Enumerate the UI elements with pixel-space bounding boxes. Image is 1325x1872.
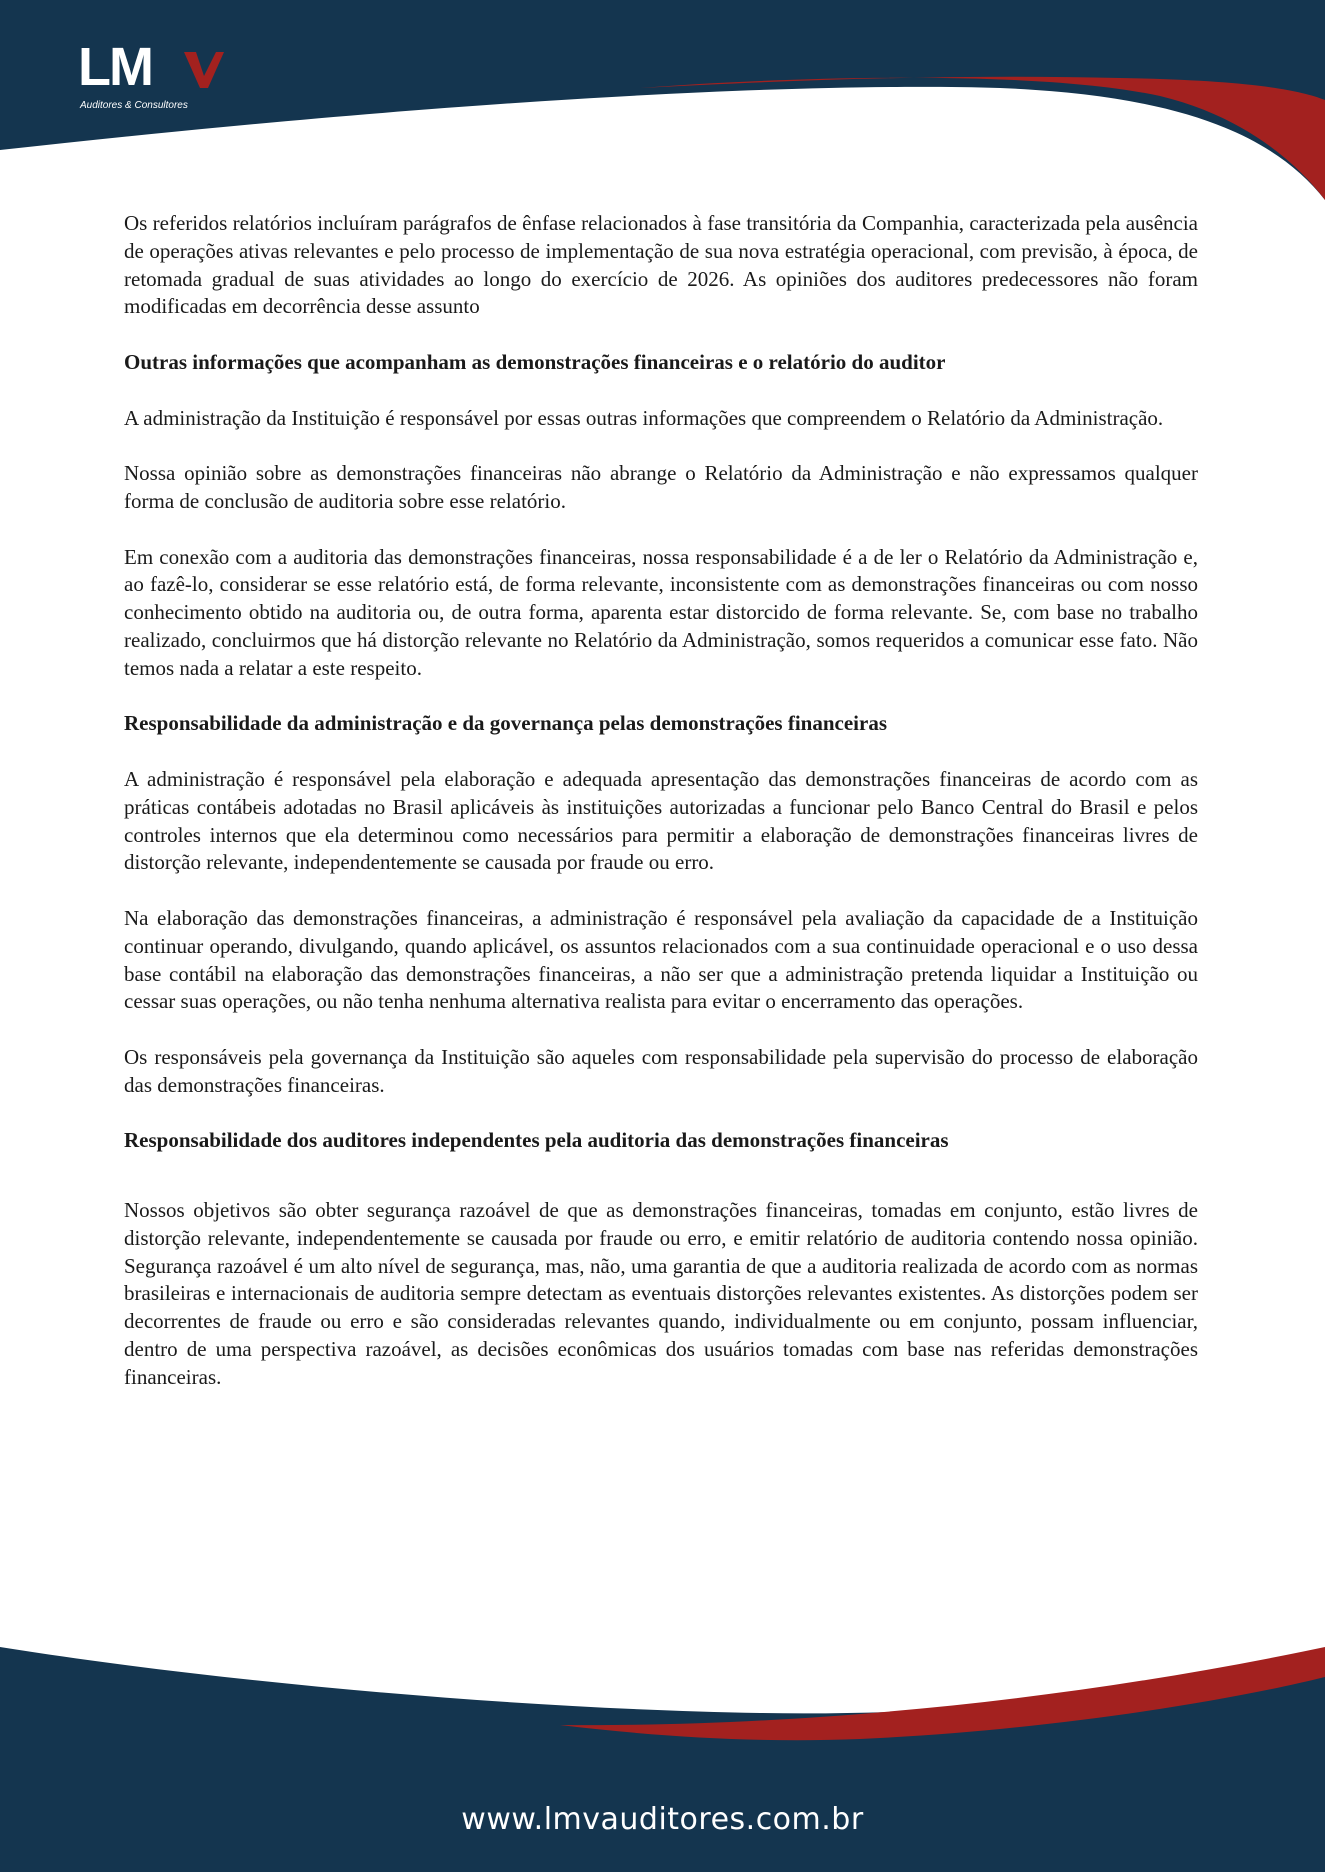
logo-tagline: Auditores & Consultores: [80, 100, 188, 111]
paragraph-emphasis: Os referidos relatórios incluíram parágrafos de ênfase relacionados à fase transitória da Companhia, caracterizada pela ausência de operações ativas relevantes e pelo processo de implementação de sua nova estratégia operacional, com previsão, à época, de retomada gradual de suas atividades ao longo do exercício de 2026. As opiniões dos auditores predecessores não foram modificadas em decorrência desse assunto: [124, 211, 1198, 319]
section-heading-management-responsibility: Responsabilidade da administração e da governança pelas demonstrações financeiras: [124, 711, 888, 736]
section-heading-auditor-responsibility: Responsabilidade dos auditores independentes pela auditoria das demonstrações financeiras: [124, 1128, 949, 1153]
company-logo: [78, 38, 218, 118]
paragraph-opinion-scope: Nossa opinião sobre as demonstrações financeiras não abrange o Relatório da Administração e não expressamos qualquer forma de conclusão de auditoria sobre esse relatório.: [124, 461, 1198, 513]
logo-letters: LM: [78, 37, 152, 97]
paragraph-other-info-responsibility: A administração da Instituição é responsável por essas outras informações que compreendem o Relatório da Administração.: [124, 405, 1164, 430]
footer-website-url[interactable]: www.lmvauditores.com.br: [461, 1802, 864, 1837]
paragraph-management-preparation: A administração é responsável pela elaboração e adequada apresentação das demonstrações financeiras de acordo com as práticas contábeis adotadas no Brasil aplicáveis às instituições autorizadas a funcionar pelo Banco Central do Brasil e pelos controles internos que ela determinou como necessários para permitir a elaboração de demonstrações financeiras livres de distorção relevante, independentemente se causada por fraude ou erro.: [124, 766, 1198, 875]
paragraph-going-concern: Na elaboração das demonstrações financeiras, a administração é responsável pela avaliação da capacidade de a Instituição continuar operando, divulgando, quando aplicável, os assuntos relacionados com a sua continuidade operacional e o uso dessa base contábil na elaboração das demonstrações financeiras, a não ser que a administração pretenda liquidar a Instituição ou cessar suas operações, ou não tenha nenhuma alternativa realista para evitar o encerramento das operações.: [124, 905, 1198, 1014]
paragraph-reading-responsibility: Em conexão com a auditoria das demonstrações financeiras, nossa responsabilidade é a de ler o Relatório da Administração e, ao fazê-lo, considerar se esse relatório está, de forma relevante, inconsistente com as demonstrações financeiras ou com nosso conhecimento obtido na auditoria ou, de outra forma, aparenta estar distorcido de forma relevante. Se, com base no trabalho realizado, concluirmos que há distorção relevante no Relatório da Administração, somos requeridos a comunicar esse fato. Não temos nada a relatar a este respeito.: [124, 544, 1198, 680]
section-heading-other-information: Outras informações que acompanham as demonstrações financeiras e o relatório do auditor: [124, 349, 946, 374]
footer-banner: [0, 1647, 1325, 1872]
document-body: [124, 210, 1198, 1392]
logo-v-icon: [182, 46, 226, 90]
paragraph-audit-objectives: Nossos objetivos são obter segurança razoável de que as demonstrações financeiras, tomadas em conjunto, estão livres de distorção relevante, independentemente se causada por fraude ou erro, e emitir relatório de auditoria contendo nossa opinião. Segurança razoável é um alto nível de segurança, mas, não, uma garantia de que a auditoria realizada de acordo com as normas brasileiras e internacionais de auditoria sempre detectam as eventuais distorções relevantes existentes. As distorções podem ser decorrentes de fraude ou erro e são consideradas relevantes quando, individualmente ou em conjunto, possam influenciar, dentro de uma perspectiva razoável, as decisões econômicas dos usuários tomadas com base nas referidas demonstrações financeiras.: [124, 1198, 1198, 1389]
paragraph-governance: Os responsáveis pela governança da Instituição são aqueles com responsabilidade pela supervisão do processo de elaboração das demonstrações financeiras.: [124, 1044, 1198, 1097]
